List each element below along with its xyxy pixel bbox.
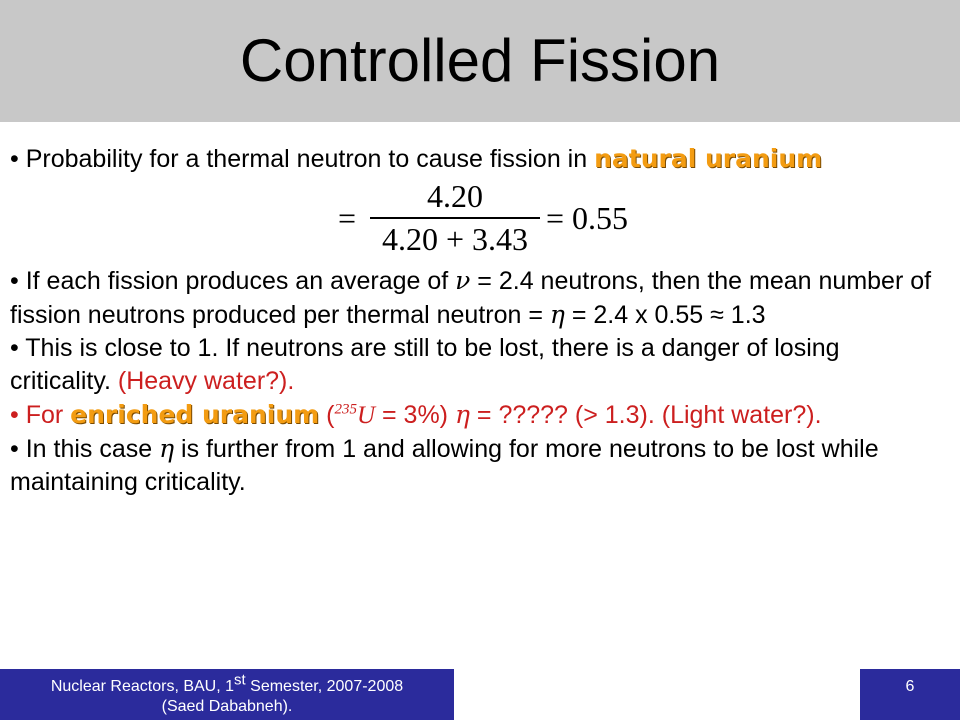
- eta-symbol: η: [159, 434, 175, 463]
- footer-page-number: 6: [860, 669, 960, 720]
- p3-text: This is close to 1. If neutrons are still to be lost, there is a danger of losing criticality.: [10, 334, 840, 395]
- p1-text: Probability for a thermal neutron to cause fission in: [25, 145, 595, 173]
- formula-fraction: [370, 178, 540, 256]
- footer-author: (Saed Dababneh).: [161, 698, 293, 715]
- p2-text-1: If each fission produces an average of: [25, 267, 456, 295]
- p2-text-3: = 2.4 x 0.55 ≈ 1.3: [564, 301, 766, 329]
- bullet-criticality: [10, 332, 945, 398]
- bullet-neutrons-produced: [10, 264, 945, 332]
- bullet-enriched-uranium: [10, 398, 945, 432]
- p4-text-2: (: [319, 401, 335, 429]
- probability-formula: [10, 178, 945, 257]
- slide-title: Controlled Fission: [239, 27, 721, 94]
- footer-course-a: Nuclear Reactors, BAU, 1: [50, 678, 235, 695]
- eta-symbol: η: [549, 300, 565, 329]
- bullet-mark: •: [10, 145, 19, 173]
- bullet-further-from-one: [10, 432, 945, 499]
- isotope-mass-number: 235: [334, 401, 357, 418]
- eta-symbol: η: [454, 400, 470, 429]
- p4-text-1: For: [25, 401, 71, 429]
- footer-course-info: [0, 669, 454, 720]
- formula-denominator: 4.20 + 3.43: [381, 221, 529, 257]
- natural-uranium-highlight: natural uranium: [594, 144, 823, 173]
- formula-equals: =: [338, 200, 357, 236]
- bullet-mark: •: [10, 267, 19, 295]
- slide-content: [10, 142, 945, 499]
- bullet-natural-uranium: [10, 142, 945, 176]
- bullet-mark: •: [10, 435, 19, 463]
- heavy-water-note: (Heavy water?).: [117, 367, 295, 395]
- footer-course-b: Semester, 2007-2008: [245, 678, 404, 695]
- p4-text-3: = 3%): [375, 401, 455, 429]
- formula-result: = 0.55: [546, 200, 629, 236]
- p5-text-1: In this case: [25, 435, 160, 463]
- p4-text-4: = ????? (> 1.3). (Light water?).: [469, 401, 822, 429]
- uranium-symbol: U: [357, 402, 376, 429]
- enriched-uranium-highlight: enriched uranium: [70, 400, 320, 429]
- fraction-bar: [370, 217, 540, 219]
- bullet-mark: •: [10, 401, 19, 429]
- bullet-mark: •: [10, 334, 19, 362]
- p2-text-2: = 2.4 neutrons, then the mean number of fission neutrons produced per thermal neutron =: [10, 267, 932, 329]
- nu-symbol: ν: [455, 266, 471, 295]
- formula-numerator: 4.20: [427, 178, 483, 214]
- p5-text-2: is further from 1 and allowing for more neutrons to be lost while maintaining criticality.: [10, 435, 879, 496]
- footer-course-sup: st: [234, 671, 246, 689]
